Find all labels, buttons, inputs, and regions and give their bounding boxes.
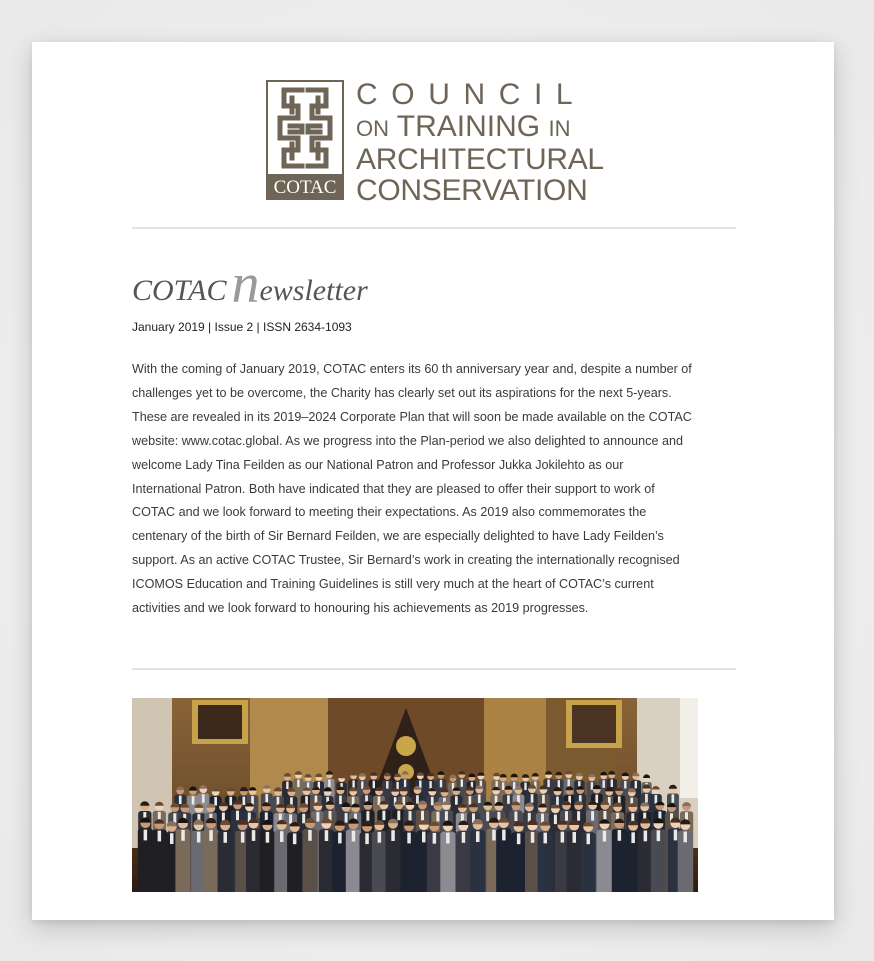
crowd-person-shirt — [655, 795, 658, 804]
crowd-person-shirt — [469, 796, 472, 805]
crowd-person-shirt — [286, 782, 288, 790]
crowd-person-shirt — [455, 796, 458, 805]
newsletter-card — [32, 42, 834, 920]
crowd-person-shirt — [409, 811, 412, 821]
title-rest: ewsletter — [259, 274, 368, 307]
crowd-person-shirt — [365, 833, 369, 844]
crowd-person-shirt — [316, 812, 319, 822]
crowd-person-shirt — [561, 832, 565, 843]
middle-divider — [132, 668, 736, 670]
crowd-person-shirt — [345, 813, 348, 823]
logo-line-4: CONSERVATION — [356, 174, 588, 207]
crowd-person-shirt — [547, 780, 549, 788]
intro-paragraph: With the coming of January 2019, COTAC enters its 60 th anniversary year and, despite a number of challenges yet to be overcome, the Charity has clearly set out its aspirations for the next 5-years. These are revealed in its 2019–2024 Corporate Plan that will soon be made available on the COTAC website: www.cotac.global. As we progress into the Plan-period we also delighted to announce and welcome Lady Tina Feilden as our National Patron and Professor Jukka Jokilehto as our International Patron. Both have indicated that they are pleased to offer their support to work of COTAC and we look forward to meeting their expectations. As 2019 also commemorates the centenary of the birth of Sir Bernard Feilden, we are especially delighted to have Lady Feilden’s support. As an active COTAC Trustee, Sir Bernard’s work in creating the internationally recognised ICOMOS Education and Training Guidelines is still very much at the heart of COTAC’s current activities and we look forward to honouring his achievements as 2019 progresses. — [132, 362, 692, 616]
crowd-person-shirt — [657, 830, 661, 841]
crowd-person-shirt — [433, 833, 437, 844]
crowd-person-shirt — [440, 780, 442, 788]
crowd-person-shirt — [280, 831, 284, 842]
crowd-person-shirt — [476, 831, 480, 842]
crowd-person-shirt — [624, 781, 626, 789]
crowd-person-shirt — [577, 811, 580, 821]
crowd-person-shirt — [382, 811, 385, 821]
crowd-person-shirt — [517, 833, 521, 844]
logo-mark — [266, 80, 344, 201]
crowd-person-shirt — [289, 814, 292, 824]
crowd-person-shirt — [181, 830, 185, 841]
crowd-person-shirt — [591, 811, 594, 821]
crowd-person-shirt — [378, 832, 382, 843]
crowd-person-shirt — [170, 833, 174, 844]
crowd-person-shirt — [252, 830, 256, 841]
crowd-person-shirt — [229, 797, 232, 806]
crowd-person-shirt — [429, 781, 431, 789]
crowd-person-shirt — [558, 780, 560, 788]
crowd-person-shirt — [445, 811, 448, 821]
crowd-person-shirt — [446, 833, 450, 844]
newsletter-title — [132, 252, 368, 315]
crowd-person-shirt — [352, 831, 356, 842]
crowd-person-shirt — [308, 830, 312, 841]
crowd-person-shirt — [478, 795, 481, 804]
crowd-person-shirt — [611, 780, 613, 788]
crowd-person-shirt — [416, 795, 419, 804]
crowd-person-shirt — [554, 815, 557, 825]
logo-line-3: ARCHITECTURAL — [356, 143, 604, 176]
logo-line-2 — [356, 111, 608, 144]
crowd-person-shirt — [373, 781, 375, 789]
crowd-person-shirt — [672, 794, 675, 803]
crowd-person-shirt — [603, 831, 607, 842]
crowd-person-shirt — [595, 795, 598, 804]
logo-wordmark — [356, 78, 608, 206]
crowd-person-shirt — [524, 783, 526, 791]
crowd-person-shirt — [631, 832, 635, 843]
crowd-person-shirt — [462, 832, 466, 843]
crowd-person-shirt — [179, 796, 182, 805]
crowd-person-shirt — [352, 780, 354, 788]
crowd-person-shirt — [436, 812, 439, 822]
crowd-person-shirt — [635, 781, 637, 789]
crowd-person-shirt — [266, 832, 270, 843]
crowd-person-shirt — [243, 797, 246, 806]
crowd-person-shirt — [236, 811, 239, 821]
crowd-person-shirt — [422, 832, 426, 843]
crowd-person-shirt — [339, 796, 342, 805]
crowd-person-shirt — [158, 831, 162, 842]
crowd-person-shirt — [556, 797, 559, 806]
crowd-person-shirt — [492, 830, 496, 841]
logo-line-1: COUNCIL — [356, 78, 587, 111]
crowd-person-shirt — [338, 833, 342, 844]
crowd-person-shirt — [302, 814, 305, 824]
crowd-person-shirt — [531, 794, 534, 803]
crowd-person-shirt — [502, 830, 506, 841]
logo-badge: COTAC — [266, 176, 344, 200]
crowd-person-shirt — [486, 812, 489, 822]
crowd-person-shirt — [565, 811, 568, 821]
crowd-person-shirt — [431, 797, 434, 806]
crowd-person-shirt — [407, 833, 411, 844]
crowd-person-shirt — [265, 794, 268, 803]
crowd-person-shirt — [645, 794, 648, 803]
top-divider — [132, 227, 736, 229]
crowd-person-shirt — [618, 830, 622, 841]
crowd-person-shirt — [297, 780, 299, 788]
crowd-person-shirt — [421, 811, 424, 821]
crowd-person-shirt — [544, 833, 548, 844]
crowd-person-shirt — [603, 811, 606, 821]
crowd-person-shirt — [507, 795, 510, 804]
logo-line-2-in: IN — [548, 116, 571, 141]
crowd-person-shirt — [397, 811, 400, 821]
logo-line-2-training: TRAINING — [396, 110, 541, 143]
logo-line-2-on: ON — [356, 116, 389, 141]
crowd-person-shirt — [404, 779, 406, 787]
crowd-person-shirt — [328, 780, 330, 788]
title-prefix: COTAC — [132, 274, 227, 307]
crowd-person-shirt — [396, 782, 398, 790]
crowd-person-shirt — [603, 780, 605, 788]
crowd-person-shirt — [214, 797, 217, 806]
crowd-person-shirt — [293, 833, 297, 844]
crowd-person-shirt — [209, 830, 213, 841]
crowd-person-shirt — [587, 833, 591, 844]
crowd-person-shirt — [391, 830, 395, 841]
crowd-person-shirt — [502, 782, 504, 790]
crowd-person-shirt — [144, 830, 148, 841]
cotac-key-pattern-icon — [266, 80, 344, 176]
crowd-person-shirt — [241, 832, 245, 843]
crowd-person-shirt — [644, 831, 648, 842]
title-initial: n — [231, 253, 260, 315]
crowd-person-shirt — [224, 832, 228, 843]
crowd-person-shirt — [202, 794, 205, 803]
cotac-logo — [266, 78, 606, 207]
crowd-person-shirt — [684, 832, 688, 843]
crowd-person-shirt — [386, 781, 388, 789]
crowd-person-shirt — [173, 813, 176, 823]
crowd-person-shirt — [531, 832, 535, 843]
crowd-person-shirt — [461, 779, 463, 787]
crowd-person-shirt — [366, 811, 369, 821]
crowd-person-shirt — [674, 830, 678, 841]
issue-line: January 2019 | Issue 2 | ISSN 2634-1093 — [132, 320, 352, 334]
crowd-person-shirt — [573, 832, 577, 843]
crowd-person-shirt — [325, 830, 329, 841]
group-photo — [132, 698, 698, 892]
crowd-person-shirt — [514, 812, 517, 822]
crowd-person-shirt — [197, 832, 201, 843]
crowd-person-shirt — [192, 796, 195, 805]
crowd-person-shirt — [568, 779, 570, 787]
crowd-person-shirt — [542, 795, 545, 804]
